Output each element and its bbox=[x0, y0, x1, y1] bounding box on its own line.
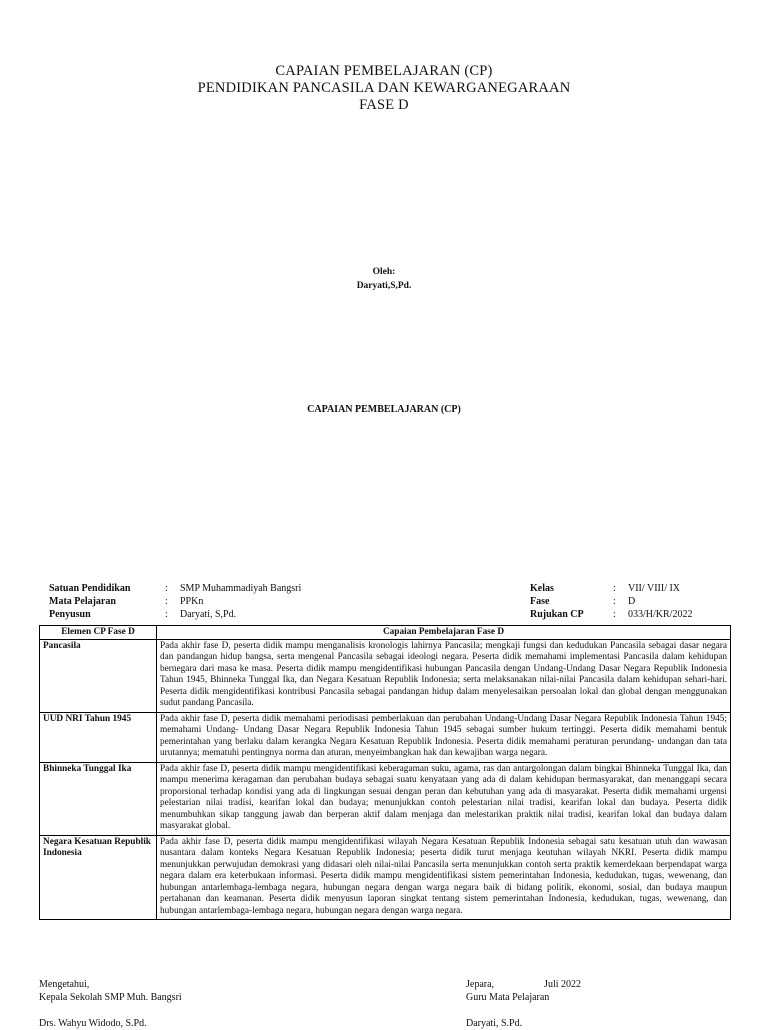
table-row bbox=[40, 639, 731, 712]
meta-value: 033/H/KR/2022 bbox=[628, 609, 693, 620]
element-cell: Bhinneka Tunggal Ika bbox=[40, 762, 157, 835]
place: Jepara, bbox=[466, 979, 495, 990]
meta-value: D bbox=[628, 596, 636, 607]
table-row bbox=[40, 712, 731, 762]
element-cell: Pancasila bbox=[40, 639, 157, 712]
footer-teacher-title: Guru Mata Pelajaran bbox=[466, 992, 550, 1003]
meta-value: PPKn bbox=[180, 596, 204, 607]
meta-colon: : bbox=[613, 609, 616, 620]
section-heading: CAPAIAN PEMBELAJARAN (CP) bbox=[307, 404, 461, 415]
meta-row bbox=[49, 595, 301, 608]
meta-colon: : bbox=[165, 583, 168, 594]
principal-name: Drs. Wahyu Widodo, S.Pd. bbox=[39, 1018, 147, 1029]
author-by-label: Oleh: bbox=[372, 267, 396, 277]
element-cell: Negara Kesatuan Republik Indonesia bbox=[40, 835, 157, 920]
title-line-1: CAPAIAN PEMBELAJARAN (CP) bbox=[275, 63, 493, 79]
meta-row bbox=[530, 582, 692, 595]
meta-label: Fase bbox=[530, 596, 550, 607]
meta-value: Daryati, S,Pd. bbox=[180, 609, 237, 620]
footer-acknowledged: Mengetahui, bbox=[39, 979, 90, 990]
meta-colon: : bbox=[165, 609, 168, 620]
element-cell: UUD NRI Tahun 1945 bbox=[40, 712, 157, 762]
place-date bbox=[466, 978, 581, 991]
cp-table bbox=[39, 625, 731, 920]
column-header-element: Elemen CP Fase D bbox=[40, 626, 157, 640]
description-cell: Pada akhir fase D, peserta didik mampu mengidentifikasi wilayah Negara Kesatuan Republik Indonesia sebagai satu kesatuan utuh dan wawasan nusantara dalam konteks Negara Kesatuan Republik Indonesia; peserta didik turut menjaga keutuhan wilayah NKRI. Peserta didik mampu menunjukkan perwujudan demokrasi yang didasari oleh nilai-nilai Pancasila serta menunjukkan contoh serta praktik kemerdekaan berpendapat warga negara dalam era keterbukaan informasi. Peserta didik mampu mengidentifikasi sistem pemerintahan Indonesia, kedudukan, tugas, wewenang, dan hubungan antarlembaga-lembaga negara, hubungan negara dengan warga negara baik di bidang politik, ekonomi, sosial, dan budaya maupun pertahanan dan keamanan. Peserta didik menyusun laporan singkat tentang sistem pemerintahan Indonesia, kedudukan, tugas, wewenang, dan hubungan antarlembaga-lembaga negara, hubungan negara dengan warga negara. bbox=[157, 835, 731, 920]
meta-label: Penyusun bbox=[49, 609, 91, 620]
footer-left bbox=[39, 978, 182, 1030]
meta-label: Kelas bbox=[530, 583, 554, 594]
document-title bbox=[0, 63, 768, 114]
meta-right bbox=[530, 582, 692, 621]
meta-value: VII/ VIII/ IX bbox=[628, 583, 681, 594]
meta-value: SMP Muhammadiyah Bangsri bbox=[180, 583, 302, 594]
meta-label: Rujukan CP bbox=[530, 609, 584, 620]
description-cell: Pada akhir fase D, peserta didik mampu mengidentifikasi keberagaman suku, agama, ras dan antargolongan dalam bingkai Bhinneka Tunggal Ika, dan mampu menerima keragaman dan perubahan budaya sebagai suatu kenyataan yang ada di dalam kehidupan bermasyarakat, dan menanggapi secara proporsional terhadap kondisi yang ada di lingkungan sesuai dengan peran dan kebutuhan yang ada di masyarakat. Peserta didik memahami urgensi pelestarian nilai tradisi, kearifan lokal dan budaya; menunjukkan contoh pelestarian nilai tradisi, kearifan lokal dan budaya. Peserta didik menumbuhkan sikap tanggung jawab dan berperan aktif dalam menjaga dan melestarikan praktik nilai tradisi, kearifan lokal dan budaya dalam masyarakat global. bbox=[157, 762, 731, 835]
meta-colon: : bbox=[165, 596, 168, 607]
title-line-3: FASE D bbox=[359, 97, 409, 113]
meta-colon: : bbox=[613, 596, 616, 607]
author-block bbox=[0, 265, 768, 293]
meta-row bbox=[530, 608, 692, 621]
footer-right bbox=[466, 978, 581, 1030]
description-cell: Pada akhir fase D, peserta didik memahami periodisasi pemberlakuan dan perubahan Undang-Undang Dasar Negara Republik Indonesia Tahun 1945; memahami Undang- Undang Dasar Negara Republik Indonesia Tahun 1945 sebagai sumber hukum tertinggi. Peserta didik memahami bentuk pemerintahan yang berlaku dalam kerangka Negara Kesatuan Republik Indonesia. Peserta didik memahami peraturan perundang- undangan dan tata urutannya; mematuhi pentingnya norma dan aturan, menyeimbangkan hak dan kewajiban warga negara. bbox=[157, 712, 731, 762]
table-row bbox=[40, 835, 731, 920]
meta-row bbox=[49, 582, 301, 595]
table-row bbox=[40, 762, 731, 835]
meta-left bbox=[49, 582, 301, 621]
meta-row bbox=[530, 595, 692, 608]
meta-colon: : bbox=[613, 583, 616, 594]
meta-row bbox=[49, 608, 301, 621]
description-cell: Pada akhir fase D, peserta didik mampu menganalisis kronologis lahirnya Pancasila; mengkaji fungsi dan kedudukan Pancasila sebagai dasar negara dan pandangan hidup bangsa, serta mengenal Pancasila sebagai ideologi negara. Peserta didik memahami implementasi Pancasila dalam kehidupan bernegara dari masa ke masa. Peserta didik mampu mengidentifikasi hubungan Pancasila dengan Undang-Undang Dasar Negara Republik Indonesia Tahun 1945, Bhinneka Tunggal Ika, dan Negara Kesatuan Republik Indonesia; serta melaksanakan nilai-nilai Pancasila dalam kehidupan sehari-hari. Peserta didik mengidentifikasi kontribusi Pancasila sebagai pandangan hidup dalam menyelesaikan persoalan lokal dan global dengan menggunakan sudut pandang Pancasila. bbox=[157, 639, 731, 712]
meta-label: Mata Pelajaran bbox=[49, 596, 116, 607]
teacher-name: Daryati, S.Pd. bbox=[466, 1018, 523, 1029]
author-name: Daryati,S,Pd. bbox=[356, 281, 412, 291]
column-header-achievement: Capaian Pembelajaran Fase D bbox=[157, 626, 731, 640]
date: Juli 2022 bbox=[544, 979, 581, 990]
footer-principal-title: Kepala Sekolah SMP Muh. Bangsri bbox=[39, 992, 182, 1003]
table-header-row bbox=[40, 626, 731, 640]
meta-label: Satuan Pendidikan bbox=[49, 583, 131, 594]
title-line-2: PENDIDIKAN PANCASILA DAN KEWARGANEGARAAN bbox=[197, 80, 571, 96]
